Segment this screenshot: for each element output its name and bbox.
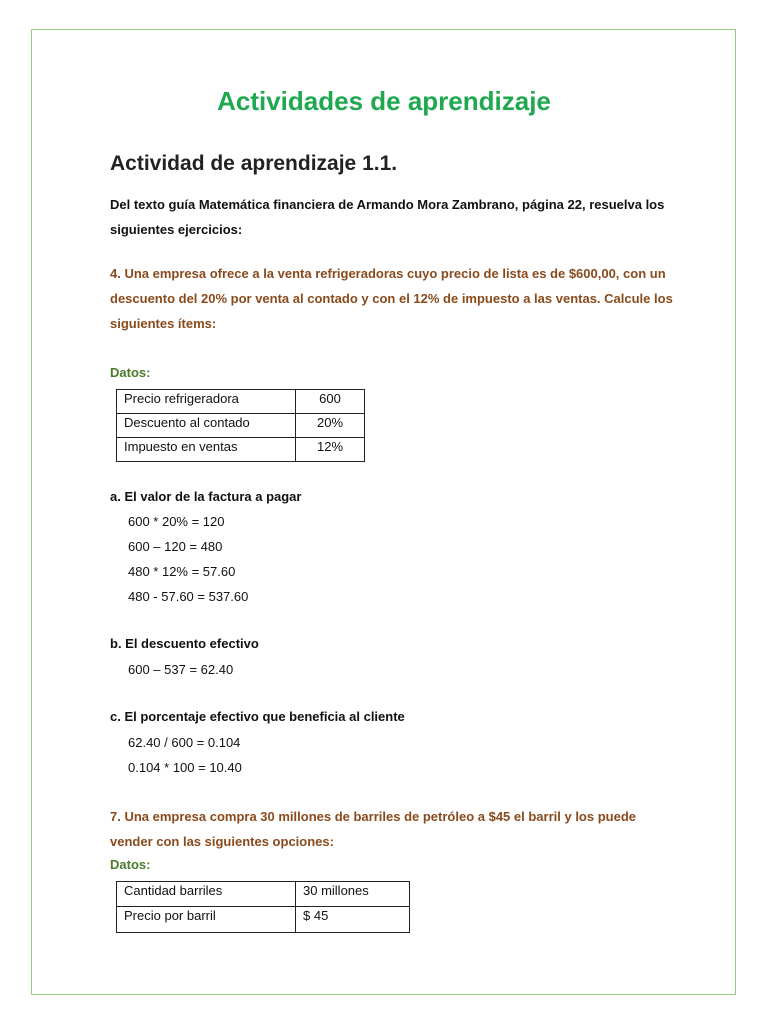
problem-7-line-1: 7. Una empresa compra 30 millones de barriles de petróleo a $45 el barril y los puede bbox=[110, 809, 636, 824]
item-a-heading: a. El valor de la factura a pagar bbox=[110, 489, 302, 504]
intro-paragraph bbox=[110, 192, 664, 242]
calc-line: 480 - 57.60 = 537.60 bbox=[128, 589, 249, 604]
calc-line: 600 – 120 = 480 bbox=[128, 539, 223, 554]
table-cell-label: Descuento al contado bbox=[117, 414, 296, 438]
table-cell-value: 600 bbox=[296, 390, 365, 414]
calc-line: 600 * 20% = 120 bbox=[128, 514, 225, 529]
problem-4-statement bbox=[110, 261, 673, 336]
table-cell-label: Precio refrigeradora bbox=[117, 390, 296, 414]
item-b-heading: b. El descuento efectivo bbox=[110, 636, 259, 651]
datos-label: Datos: bbox=[110, 857, 151, 872]
table-row bbox=[117, 882, 410, 907]
table-row bbox=[117, 390, 365, 414]
calc-line: 62.40 / 600 = 0.104 bbox=[128, 735, 241, 750]
intro-line-1: Del texto guía Matemática financiera de Armando Mora Zambrano, página 22, resuelva los bbox=[110, 197, 665, 212]
problem-4-line-1: 4. Una empresa ofrece a la venta refrigeradoras cuyo precio de lista es de $600,00, con un bbox=[110, 266, 666, 281]
page-title: Actividades de aprendizaje bbox=[217, 86, 551, 116]
calc-line: 600 – 537 = 62.40 bbox=[128, 662, 234, 677]
calc-line: 0.104 * 100 = 10.40 bbox=[128, 760, 242, 775]
table-row bbox=[117, 414, 365, 438]
table-cell-value: 30 millones bbox=[296, 882, 410, 907]
datos-label: Datos: bbox=[110, 365, 151, 380]
table-row bbox=[117, 907, 410, 933]
problem-7-line-2: vender con las siguientes opciones: bbox=[110, 834, 334, 849]
table-cell-value: $ 45 bbox=[296, 907, 410, 933]
table-row bbox=[117, 438, 365, 462]
problem-4-line-3: siguientes ítems: bbox=[110, 316, 217, 331]
item-c-heading: c. El porcentaje efectivo que beneficia al cliente bbox=[110, 709, 405, 724]
activity-heading: Actividad de aprendizaje 1.1. bbox=[110, 152, 398, 175]
table-cell-label: Impuesto en ventas bbox=[117, 438, 296, 462]
data-table-2 bbox=[116, 881, 410, 933]
problem-4-line-2: descuento del 20% por venta al contado y con el 12% de impuesto a las ventas. Calcule los bbox=[110, 291, 673, 306]
table-cell-label: Precio por barril bbox=[117, 907, 296, 933]
calc-line: 480 * 12% = 57.60 bbox=[128, 564, 236, 579]
intro-line-2: siguientes ejercicios: bbox=[110, 222, 243, 237]
table-cell-value: 20% bbox=[296, 414, 365, 438]
data-table-1 bbox=[116, 389, 365, 462]
table-cell-label: Cantidad barriles bbox=[117, 882, 296, 907]
problem-7-statement bbox=[110, 804, 636, 854]
table-cell-value: 12% bbox=[296, 438, 365, 462]
